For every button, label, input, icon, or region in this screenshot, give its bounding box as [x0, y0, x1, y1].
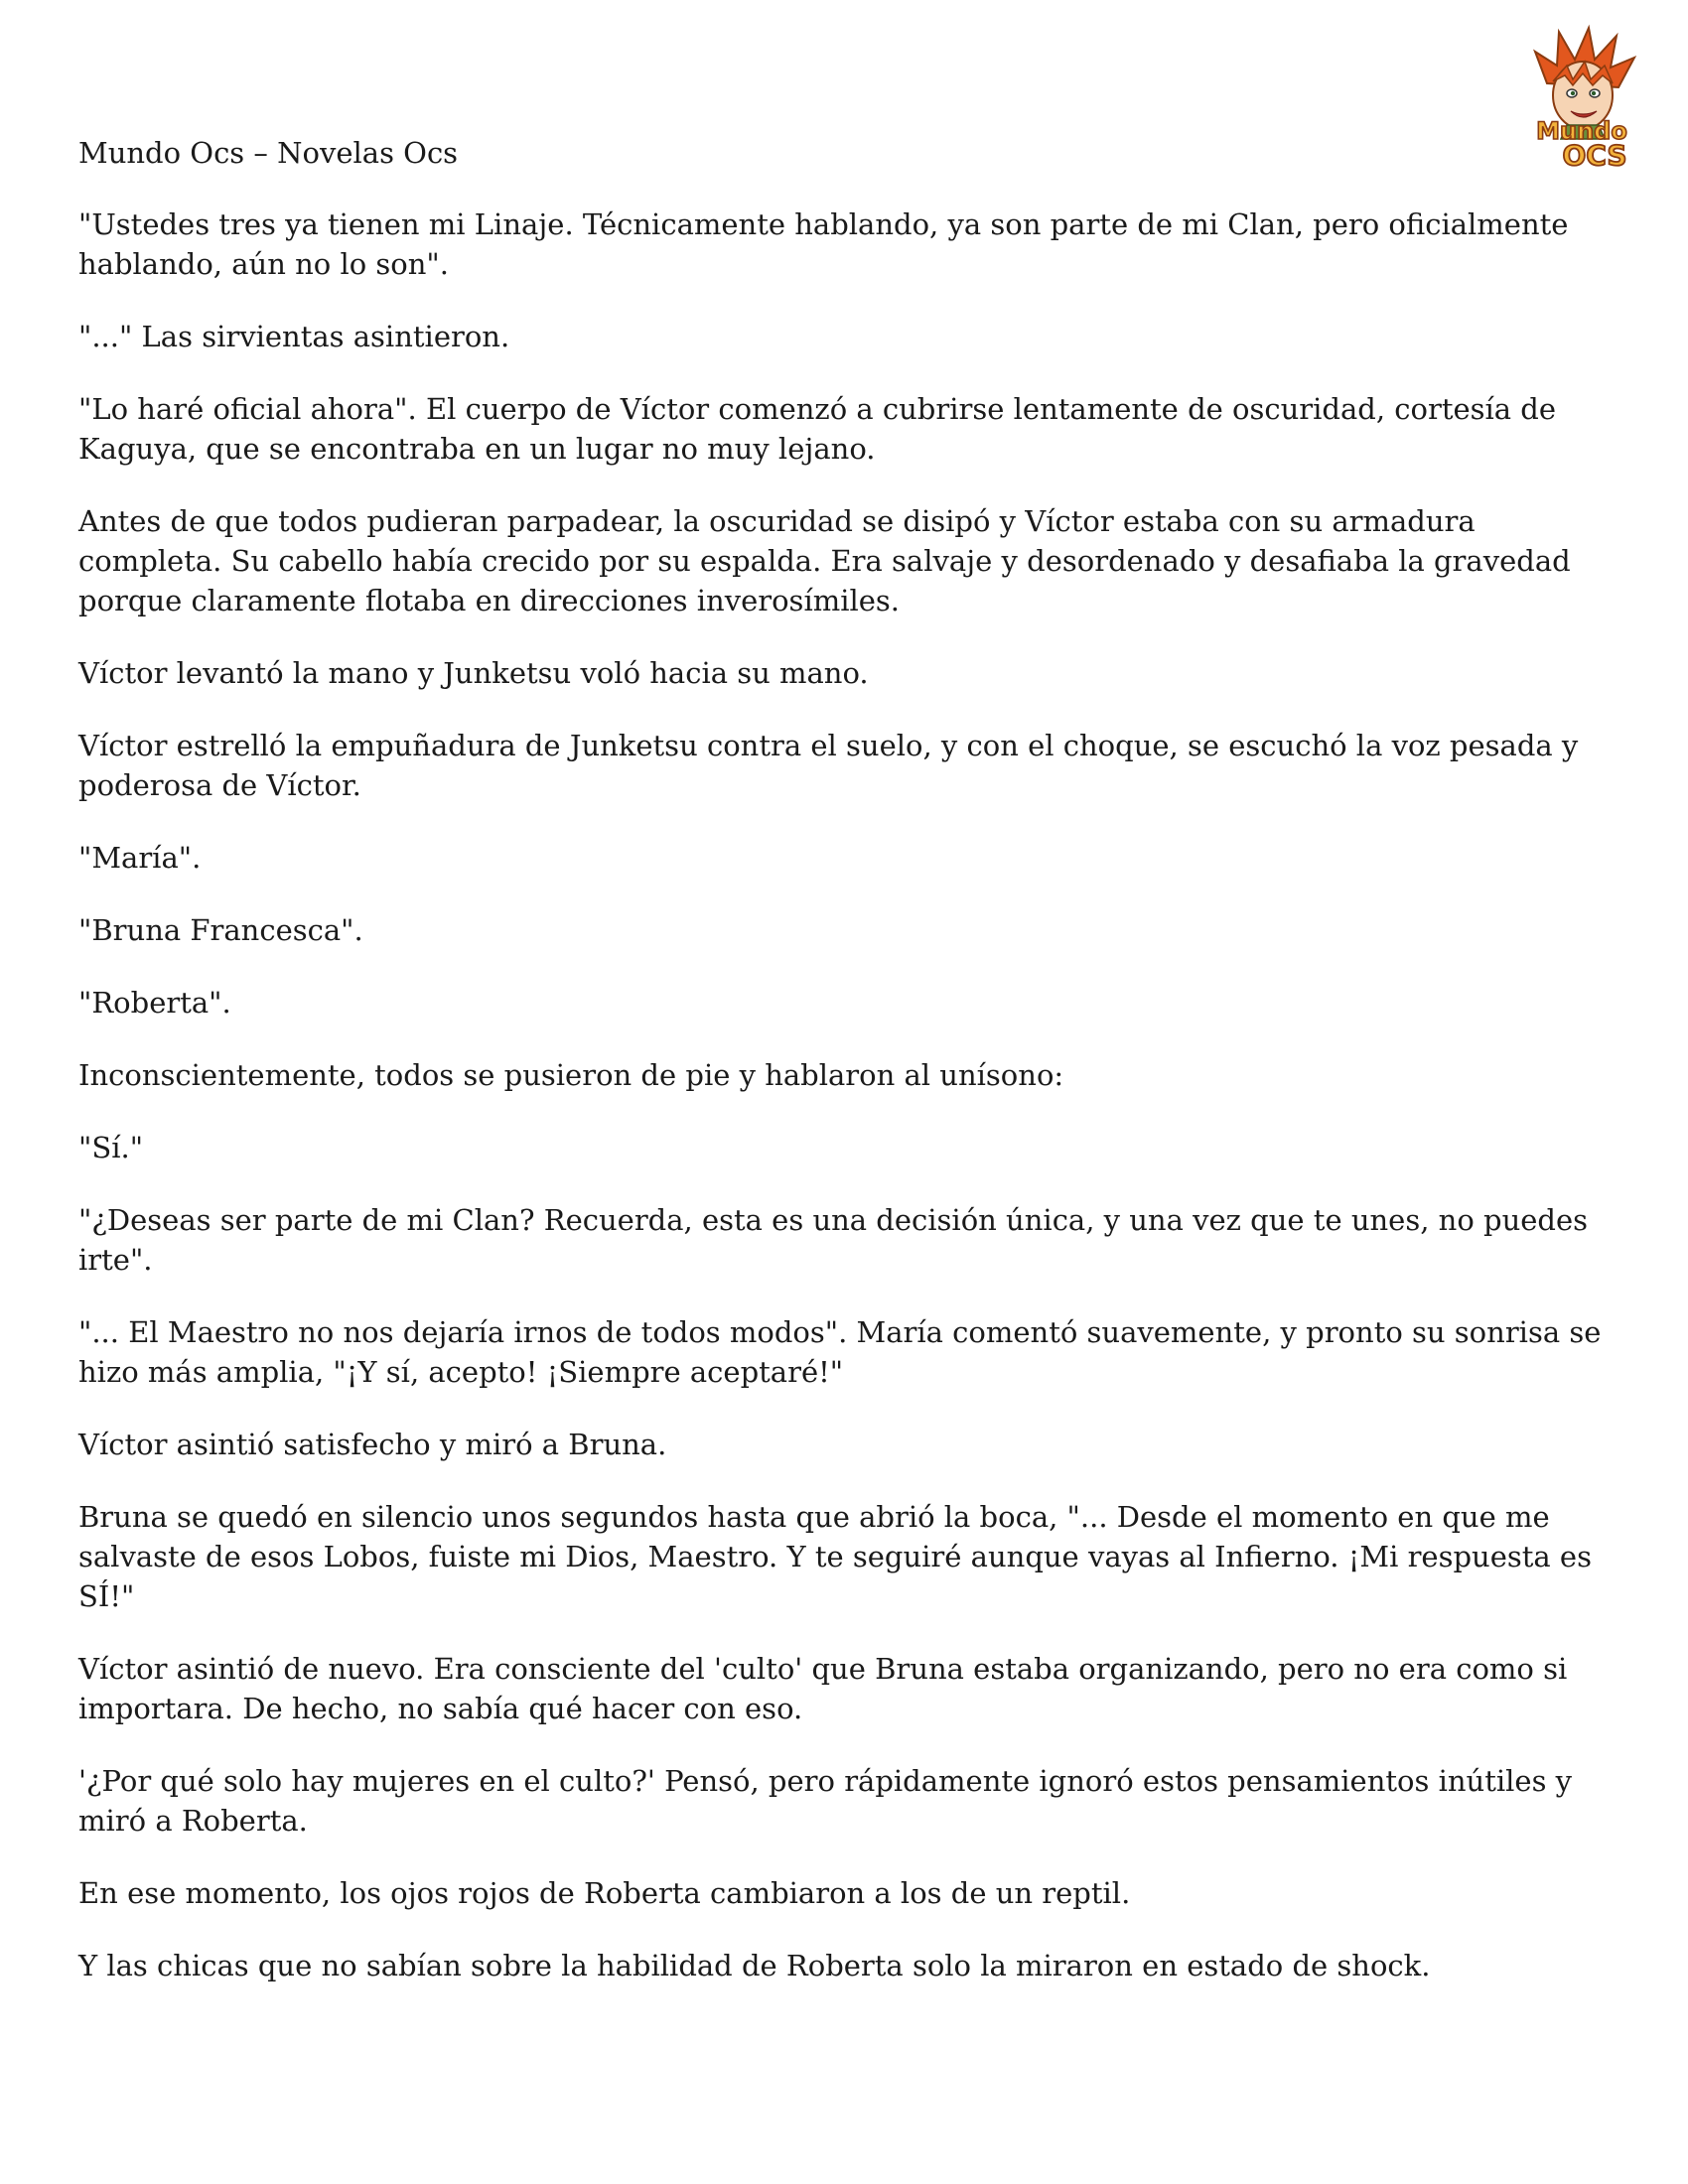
paragraph: "¿Deseas ser parte de mi Clan? Recuerda, esta es una decisión única, y una vez que te unes, no puedes irte".: [78, 1203, 1589, 1277]
paragraph: En ese momento, los ojos rojos de Roberta cambiaron a los de un reptil.: [78, 1876, 1131, 1910]
paragraph: "..." Las sirvientas asintieron.: [78, 320, 510, 353]
paragraph: "María".: [78, 841, 202, 875]
logo-text-ocs: OCS: [1562, 139, 1627, 171]
paragraph: "Sí.": [78, 1131, 144, 1164]
paragraph: Víctor estrelló la empuñadura de Junketsu contra el suelo, y con el choque, se escuchó la voz pesada y poderosa de Víctor.: [78, 729, 1579, 802]
paragraph: '¿Por qué solo hay mujeres en el culto?' Pensó, pero rápidamente ignoró estos pensamientos inútiles y miró a Roberta.: [78, 1764, 1573, 1838]
paragraph: "Bruna Francesca".: [78, 913, 363, 947]
paragraph: Bruna se quedó en silencio unos segundos hasta que abrió la boca, "... Desde el momento en que me salvaste de esos Lobos, fuiste mi Dios, Maestro. Y te seguiré aunque vayas al Infierno. ¡Mi respuesta es SÍ!": [78, 1500, 1592, 1613]
paragraph: Inconscientemente, todos se pusieron de pie y hablaron al unísono:: [78, 1058, 1064, 1092]
paragraph: Víctor asintió satisfecho y miró a Bruna.: [78, 1428, 667, 1461]
paragraph: Y las chicas que no sabían sobre la habilidad de Roberta solo la miraron en estado de shock.: [78, 1949, 1431, 1982]
paragraph: Víctor levantó la mano y Junketsu voló hacia su mano.: [78, 656, 869, 690]
paragraph: "... El Maestro no nos dejaría irnos de todos modos". María comentó suavemente, y pronto su sonrisa se hizo más amplia, "¡Y sí, acepto! ¡Siempre aceptaré!": [78, 1315, 1602, 1389]
paragraph: "Roberta".: [78, 986, 231, 1020]
paragraph: Víctor asintió de nuevo. Era consciente del 'culto' que Bruna estaba organizando, pero no era como si importara. De hecho, no sabía qué hacer con eso.: [78, 1652, 1568, 1725]
paragraph: "Lo haré oficial ahora". El cuerpo de Víctor comenzó a cubrirse lentamente de oscuridad, cortesía de Kaguya, que se encontraba en un lugar no muy lejano.: [78, 392, 1557, 466]
paragraph: "Ustedes tres ya tienen mi Linaje. Técnicamente hablando, ya son parte de mi Clan, pero oficialmente hablando, aún no lo son".: [78, 207, 1569, 281]
page-header: Mundo Ocs – Novelas Ocs: [78, 136, 459, 170]
paragraph: Antes de que todos pudieran parpadear, la oscuridad se disipó y Víctor estaba con su armadura completa. Su cabello había crecido por su espalda. Era salvaje y desordenado y desafiaba la gravedad porque claramente flotaba en direcciones inverosímiles.: [78, 504, 1571, 617]
mundo-ocs-logo: [1507, 22, 1656, 171]
logo-text-mundo: Mundo: [1536, 117, 1627, 145]
novel-body: [78, 205, 1622, 2018]
